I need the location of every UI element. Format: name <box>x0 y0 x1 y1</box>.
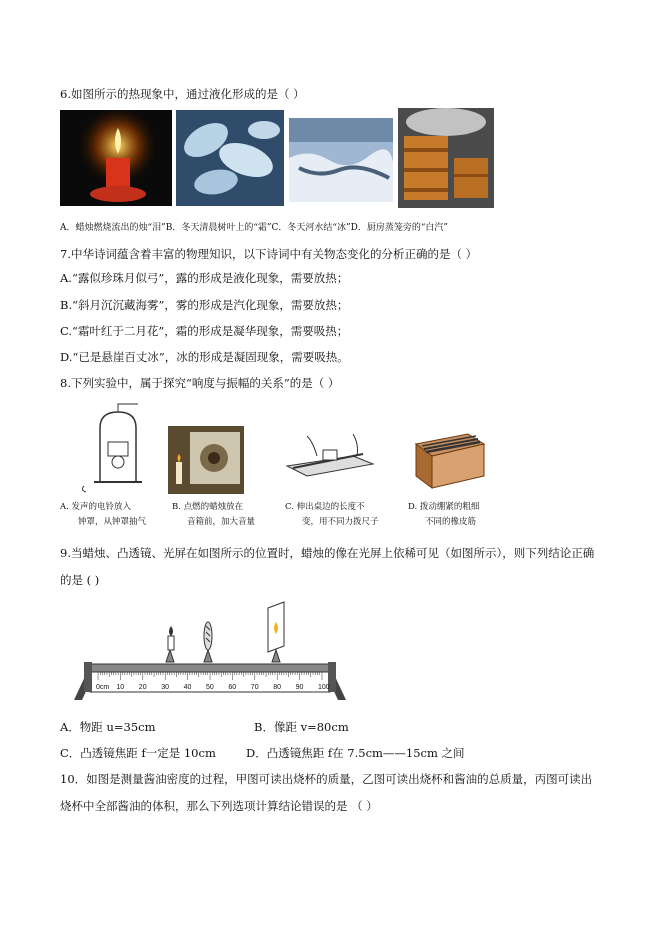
q8-caption-c-2: 变，用不同力拨尺子 <box>302 517 379 527</box>
speaker-candle-image <box>168 426 244 494</box>
frost-leaves-image <box>176 110 284 206</box>
optical-bench-diagram <box>70 600 350 706</box>
screen-holder <box>268 602 284 662</box>
ruler-label: 0cm <box>96 684 110 691</box>
q10-stem-2: 烧杯中全部酱油的体积，那么下列选项计算结论错误的是 （ ） <box>60 799 378 813</box>
q10-stem-1: 10．如图是测量酱油密度的过程，甲图可读出烧杯的质量，乙图可读出烧杯和酱油的总质量，丙图可读出 <box>60 772 593 786</box>
ruler-label: 40 <box>183 684 192 691</box>
q8-caption-d-1: D. 拨动绷紧的粗细 <box>408 502 480 512</box>
lens-holder <box>204 622 212 662</box>
ruler-label: 60 <box>228 684 237 691</box>
ruler-table-image <box>283 426 379 486</box>
ruler-label: 70 <box>250 684 259 691</box>
q7-option-c: C.“霜叶红于二月花”，霜的形成是凝华现象，需要吸热； <box>60 324 349 338</box>
q9-stem-1: 9.当蜡烛、凸透镜、光屏在如图所示的位置时，蜡烛的像在光屏上依稀可见（如图所示），则下列结论正确 <box>60 546 595 560</box>
ruler-label: 10 <box>116 684 125 691</box>
ruler-label: 100 <box>318 684 330 691</box>
q8-caption-b-2: 音箱前，加大音量 <box>187 517 256 527</box>
ruler-label: 80 <box>273 684 281 691</box>
q7-stem: 7.中华诗词蕴含着丰富的物理知识，以下诗词中有关物态变化的分析正确的是（ ） <box>60 247 478 261</box>
q9-option-c: C．凸透镜焦距 f一定是 10cm <box>60 746 216 760</box>
candle-holder <box>166 626 174 662</box>
q8-caption-c-1: C. 伸出桌边的长度不 <box>285 502 365 512</box>
q7-option-d: D.“已是悬崖百丈冰”，冰的形成是凝固现象，需要吸热。 <box>60 350 349 364</box>
ruler-label: 90 <box>295 684 304 691</box>
ruler-label: 20 <box>138 684 147 691</box>
q8-caption-b-1: B. 点燃的蜡烛放在 <box>172 502 244 512</box>
q8-caption-a-2: 钟罩，从钟罩抽气 <box>78 517 147 527</box>
q8-stem: 8.下列实验中，属于探究“响度与振幅的关系”的是（ ） <box>60 376 340 390</box>
steamer-image <box>398 108 494 208</box>
q6-options: A．蜡烛燃烧流出的烛“泪”B．冬天清晨树叶上的“霜”C．冬天河水结“冰”D．厨房蒸笼旁的“白汽” <box>60 223 449 233</box>
q8-caption-d-2: 不同的橡皮筋 <box>425 517 477 527</box>
q9-option-a: A．物距 u=35cm <box>60 720 156 734</box>
bell-jar-image <box>78 402 158 494</box>
frozen-river-image <box>289 118 393 202</box>
q6-stem: 6.如图所示的热现象中，通过液化形成的是（ ） <box>60 87 305 101</box>
q9-option-b: B．像距 v=80cm <box>254 720 349 734</box>
ruler-label: 30 <box>161 684 169 691</box>
ruler-label: 50 <box>206 684 214 691</box>
q8-caption-a-1: A. 发声的电铃放入 <box>60 502 132 512</box>
q9-option-d: D．凸透镜焦距 f在 7.5cm——15cm 之间 <box>246 746 465 760</box>
q7-option-a: A.“露似珍珠月似弓”，露的形成是液化现象，需要放热； <box>60 271 349 285</box>
rubber-band-box-image <box>408 414 490 494</box>
candle-image <box>60 110 172 206</box>
q7-option-b: B.“斜月沉沉藏海雾”，雾的形成是汽化现象，需要放热； <box>60 298 349 312</box>
q9-stem-2: 的是 ( ) <box>60 573 100 587</box>
